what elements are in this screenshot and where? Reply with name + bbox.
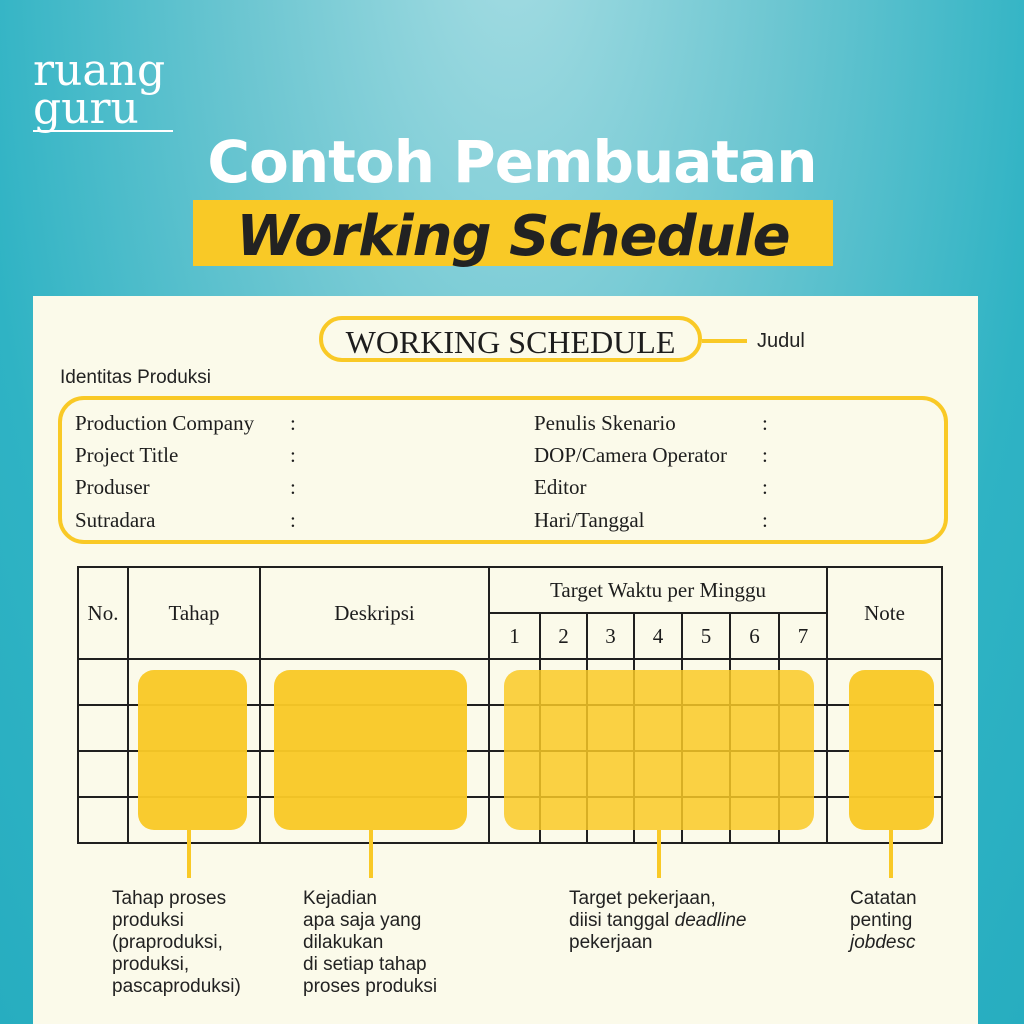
- page-title: Contoh Pembuatan: [207, 128, 817, 196]
- caption-line: di setiap tahap: [303, 954, 427, 975]
- logo-line-1: ruang: [33, 45, 166, 96]
- heading-highlight: [319, 316, 702, 362]
- caption-note: [850, 888, 917, 954]
- week-header: 3: [587, 613, 634, 659]
- field-project-title: Project Title: [75, 443, 179, 467]
- field-colon: :: [290, 443, 296, 467]
- field-colon: :: [762, 508, 768, 532]
- heading-connector: [702, 339, 747, 343]
- caption-line: produksi: [112, 910, 184, 931]
- caption-line: (praproduksi,: [112, 932, 223, 953]
- field-sutradara: Sutradara: [75, 508, 156, 532]
- header-deskripsi: Deskripsi: [260, 567, 489, 659]
- field-colon: :: [290, 475, 296, 499]
- field-produser: Produser: [75, 475, 150, 499]
- logo-line-2: guru: [33, 90, 173, 132]
- note-connector: [889, 830, 893, 878]
- caption-line: dilakukan: [303, 932, 384, 953]
- tahap-highlight: [138, 670, 247, 830]
- week-header: 5: [682, 613, 730, 659]
- table-cell: [78, 797, 128, 843]
- caption-emphasis: jobdesc: [850, 932, 916, 953]
- caption-line: Target pekerjaan,: [569, 888, 716, 909]
- note-highlight: [849, 670, 934, 830]
- caption-line: produksi,: [112, 954, 190, 975]
- caption-line: diisi tanggal: [569, 910, 670, 931]
- table-cell: [78, 659, 128, 705]
- caption-line: pekerjaan: [569, 932, 653, 953]
- header-note: Note: [827, 567, 942, 659]
- table-cell: [78, 705, 128, 751]
- field-production-company: Production Company: [75, 411, 255, 435]
- heading-callout: Judul: [757, 330, 805, 352]
- caption-line: apa saja yang: [303, 910, 422, 931]
- table-cell: [78, 751, 128, 797]
- tahap-connector: [187, 830, 191, 878]
- form-heading: WORKING SCHEDULE: [345, 324, 676, 360]
- caption-tahap: [112, 888, 241, 998]
- identity-label: Identitas Produksi: [60, 367, 212, 388]
- caption-line: penting: [850, 910, 913, 931]
- target-connector: [657, 830, 661, 878]
- week-header: 4: [634, 613, 682, 659]
- field-hari-tanggal: Hari/Tanggal: [534, 508, 645, 532]
- deskripsi-connector: [369, 830, 373, 878]
- caption-emphasis: deadline: [674, 910, 747, 931]
- caption-line: pascaproduksi): [112, 976, 241, 997]
- week-header: 1: [489, 613, 540, 659]
- page-subtitle: Working Schedule: [236, 204, 790, 269]
- week-header: 2: [540, 613, 587, 659]
- caption-line: proses produksi: [303, 976, 438, 997]
- week-header: 7: [779, 613, 827, 659]
- caption-line: Catatan: [850, 888, 917, 909]
- caption-target: [569, 888, 746, 954]
- header-target-waktu: Target Waktu per Minggu: [489, 567, 827, 613]
- field-colon: :: [290, 411, 296, 435]
- caption-deskripsi: [303, 888, 437, 998]
- target-highlight: [504, 670, 814, 830]
- field-editor: Editor: [534, 475, 587, 499]
- caption-line: Kejadian: [303, 888, 377, 909]
- caption-line: Tahap proses: [112, 888, 227, 909]
- schedule-sheet: [33, 296, 978, 1024]
- page-subtitle-highlight: [193, 200, 833, 269]
- field-dop-camera-operator: DOP/Camera Operator: [534, 443, 728, 467]
- field-penulis-skenario: Penulis Skenario: [534, 411, 676, 435]
- header-no: No.: [78, 567, 128, 659]
- field-colon: :: [762, 443, 768, 467]
- header-tahap: Tahap: [128, 567, 260, 659]
- field-colon: :: [762, 475, 768, 499]
- week-header: 6: [730, 613, 779, 659]
- field-colon: :: [290, 508, 296, 532]
- field-colon: :: [762, 411, 768, 435]
- ruangguru-logo: [33, 45, 173, 134]
- deskripsi-highlight: [274, 670, 467, 830]
